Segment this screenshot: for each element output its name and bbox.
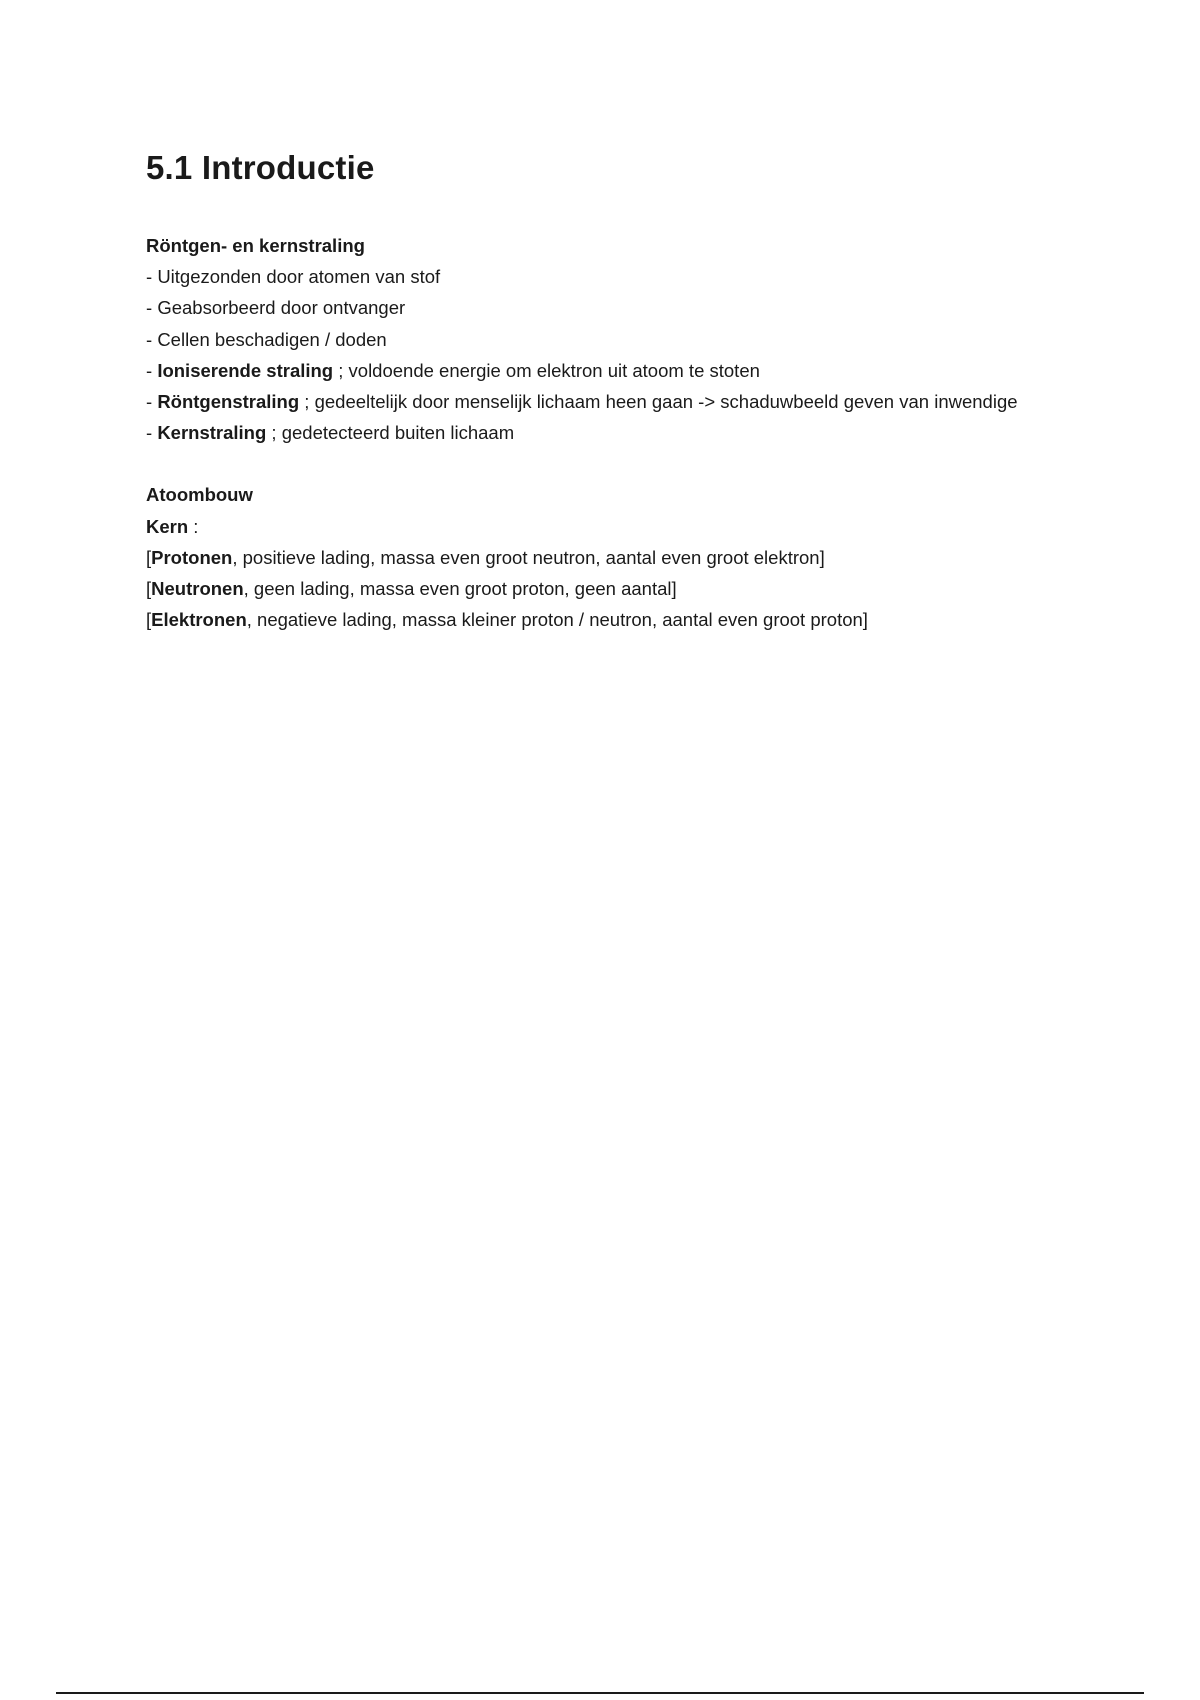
list-item [146, 417, 1046, 448]
list-item-text: , negatieve lading, massa kleiner proton / neutron, aantal even groot proton] [246, 609, 868, 631]
list-item [146, 573, 1046, 604]
page-title: 5.1 Introductie [146, 149, 375, 186]
list-item [146, 386, 1046, 417]
list-item-text: ; gedeeltelijk door menselijk lichaam heen gaan -> schaduwbeeld geven van inwendige [299, 391, 1018, 413]
list-item-term: Kernstraling [157, 422, 267, 444]
list-item-text: Geabsorbeerd door ontvanger [157, 297, 406, 319]
list-item-text: , positieve lading, massa even groot neutron, aantal even groot elektron] [232, 546, 825, 568]
list-item-text: , geen lading, massa even groot proton, geen aantal] [243, 578, 677, 600]
list-item-text: Cellen beschadigen / doden [157, 328, 387, 350]
list-item-prefix: - [146, 422, 158, 444]
list-item [146, 542, 1046, 573]
list-item-prefix: - [146, 328, 158, 350]
footer-divider [56, 1692, 1144, 1694]
list-item [146, 324, 1046, 355]
list-item-prefix: - [146, 297, 158, 319]
list-item-text: ; voldoende energie om elektron uit atoom te stoten [333, 359, 760, 381]
list-item-term: Röntgenstraling [157, 391, 300, 413]
page-content [146, 148, 1046, 635]
list-item-prefix: - [146, 391, 158, 413]
list-item [146, 261, 1046, 292]
list-item-prefix: - [146, 266, 158, 288]
list-item [146, 292, 1046, 323]
list-item [146, 355, 1046, 386]
list-item-prefix: [ [146, 578, 152, 600]
list-item-term: Neutronen [151, 578, 244, 600]
list-item-prefix: - [146, 359, 158, 381]
section-heading: Röntgen- en kernstraling [146, 235, 365, 256]
list-item-text: Uitgezonden door atomen van stof [157, 266, 441, 288]
section-atoombouw [146, 479, 1046, 635]
list-item-prefix: [ [146, 546, 152, 568]
list-item-term: Protonen [151, 546, 233, 568]
list-item-text: ; gedetecteerd buiten lichaam [266, 422, 515, 444]
list-item [146, 604, 1046, 635]
list-item-term: Ioniserende straling [157, 359, 334, 381]
section-rontgen-kernstraling [146, 230, 1046, 448]
subheading-term: Kern [146, 515, 189, 537]
list-item-term: Elektronen [151, 609, 247, 631]
subheading [146, 511, 1046, 542]
section-heading: Atoombouw [146, 484, 253, 506]
subheading-text: : [188, 515, 199, 537]
list-item-prefix: [ [146, 609, 152, 631]
